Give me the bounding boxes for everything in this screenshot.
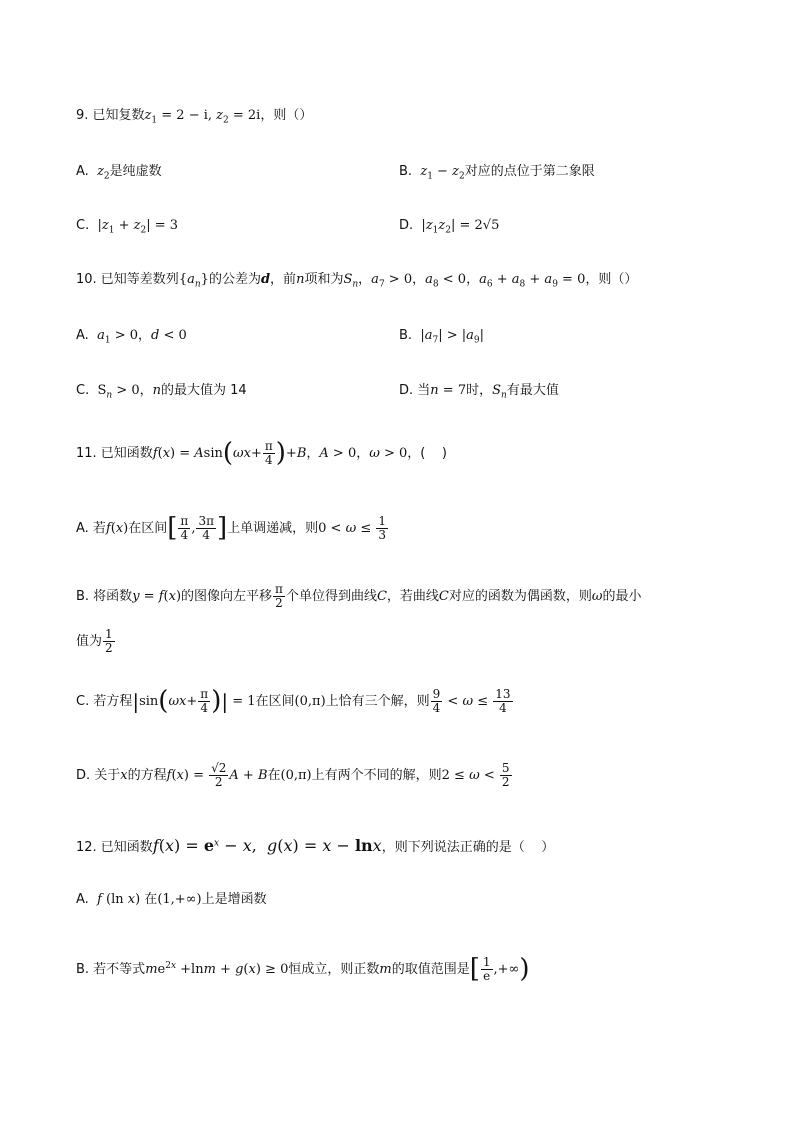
question-9-stem: 9. 已知复数$z_1 = 2 - i$, $z_2 = 2i$，则（）: [76, 108, 313, 126]
question-10-option-b: B. $|a_7| > |a_9|$: [399, 328, 485, 346]
question-11-option-b: B. 将函数y = f(x)的图像向左平移 $\frac{\pi}{2}$ 个单位得到曲线C，若曲线C对应的函数为偶函数，则ω的最小: [76, 582, 642, 611]
question-12-option-a: A. f (ln x) 在(1,+∞)上是增函数: [76, 892, 267, 907]
question-11-option-d: D. 关于x的方程f(x) = $\frac{√2}{2}$ A + B在(0,π)上有两个不同的解，则2 ≤ ω < $\frac{5}{2}$: [76, 761, 510, 790]
question-11-stem: 11. 已知函数f(x) = Asin(ωx+ $\frac{\pi}{4}$ )+B，A > 0，ω > 0，( ): [76, 438, 447, 468]
question-11-option-b-cont: 值为 $\frac{1}{2}$: [76, 627, 113, 656]
question-9-option-d: D. $|z_1z_2| = 2√5$: [399, 218, 500, 236]
question-9-option-c: C. $|z_1 + z_2| = 3$: [76, 218, 179, 236]
question-10-stem: 10. 已知等差数列$\{a_n\}$的公差为d，前n项和为$S_n$，$a_7 > 0$，$a_8 < 0$，$a_6 + a_8 + a_9 = 0$，则（）: [76, 272, 638, 290]
question-9-option-b: B. $z_1 - z_2$对应的点位于第二象限: [399, 164, 595, 182]
question-11-option-c: C. 若方程|sin(ωx+ $\frac{\pi}{4}$ )| = 1在区间(0,π)上恰有三个解，则 $\frac{9}{4}$ < ω ≤ $\frac{13}{4}$: [76, 686, 511, 716]
question-12-option-b: B. 若不等式$me^{2x} +\ln m + g(x) \ge 0$恒成立，则正数m的取值范围是[ $\frac{1}{e}$ ,+∞): [76, 954, 530, 984]
question-9-option-a: A. $z_2$是纯虚数: [76, 164, 162, 182]
question-10-option-c: C. $S_n > 0$，n的最大值为 14: [76, 383, 247, 401]
question-12-stem: 12. 已知函数$f(x) = e^x - x$, g(x) = x − lnx，则下列说法正确的是（ ）: [76, 836, 555, 855]
question-10-option-d: D. 当n = 7时，$S_n$有最大值: [399, 383, 559, 401]
question-10-option-a: A. $a_1 > 0$，d < 0: [76, 328, 187, 346]
question-11-option-a: A. 若f(x)在区间[ $\frac{\pi}{4}$ , $\frac{3\pi}{4}$ ]上单调递减，则0 < ω ≤ $\frac{1}{3}$: [76, 513, 387, 543]
